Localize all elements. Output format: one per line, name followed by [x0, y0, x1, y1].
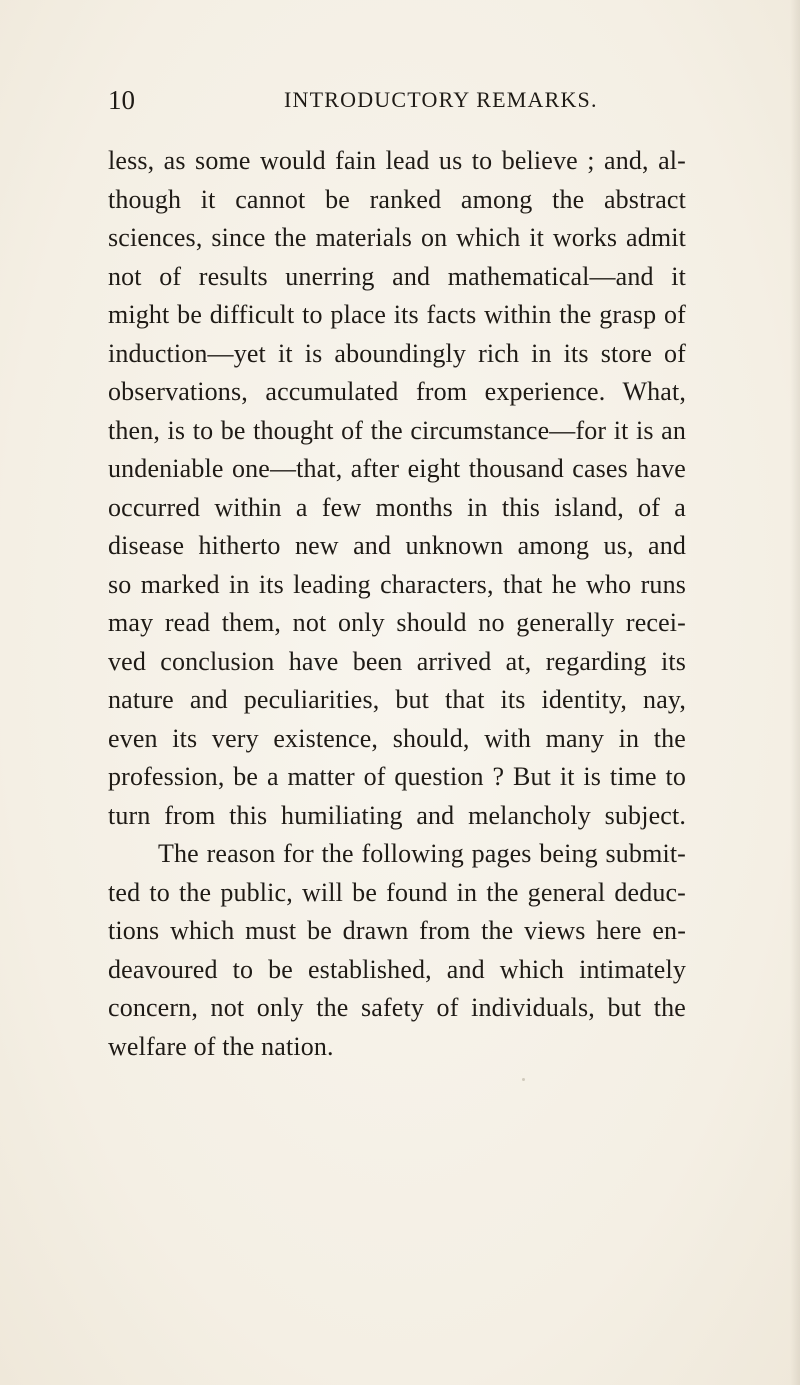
text-line: welfare of the nation. [108, 1031, 334, 1061]
text-line: induction—yet it is aboundingly rich in its store of [108, 338, 686, 368]
text-line: not of results unerring and mathematical—and it [108, 261, 686, 291]
text-line: tions which must be drawn from the views here en- [108, 916, 686, 945]
text-line: concern, not only the safety of individuals, but the [108, 993, 686, 1022]
body-text [108, 142, 686, 1066]
text-line: The reason for the following pages being submit- [158, 839, 686, 868]
text-line: sciences, since the materials on which it works admit [108, 223, 686, 252]
page-number: 10 [108, 85, 135, 115]
text-line: even its very existence, should, with many in the [108, 723, 686, 753]
text-line: so marked in its leading characters, that he who runs [108, 569, 686, 599]
text-line: might be difficult to place its facts within the grasp of [108, 300, 686, 329]
page-edge-shadow [790, 0, 800, 1385]
text-line: turn from this humiliating and melancholy subject. [108, 800, 686, 830]
text-line: disease hitherto new and unknown among us, and [108, 531, 686, 560]
running-title: INTRODUCTORY REMARKS. [284, 87, 598, 112]
text-line: ted to the public, will be found in the general deduc- [108, 877, 686, 907]
text-line: undeniable one—that, after eight thousand cases have [108, 454, 686, 483]
page-header [108, 80, 686, 120]
text-line: less, as some would fain lead us to believe ; and, al- [108, 146, 686, 175]
paper-speck [522, 1078, 525, 1081]
text-line: then, is to be thought of the circumstance—for it is an [108, 415, 686, 445]
text-line: observations, accumulated from experience. What, [108, 377, 686, 406]
text-line: deavoured to be established, and which intimately [108, 954, 686, 984]
text-line: may read them, not only should no generally recei- [108, 608, 686, 637]
text-line: occurred within a few months in this island, of a [108, 492, 686, 522]
text-line: profession, be a matter of question ? But it is time to [108, 762, 686, 791]
text-line: though it cannot be ranked among the abstract [108, 184, 686, 214]
text-line: ved conclusion have been arrived at, regarding its [108, 646, 686, 676]
text-line: nature and peculiarities, but that its identity, nay, [108, 685, 686, 714]
